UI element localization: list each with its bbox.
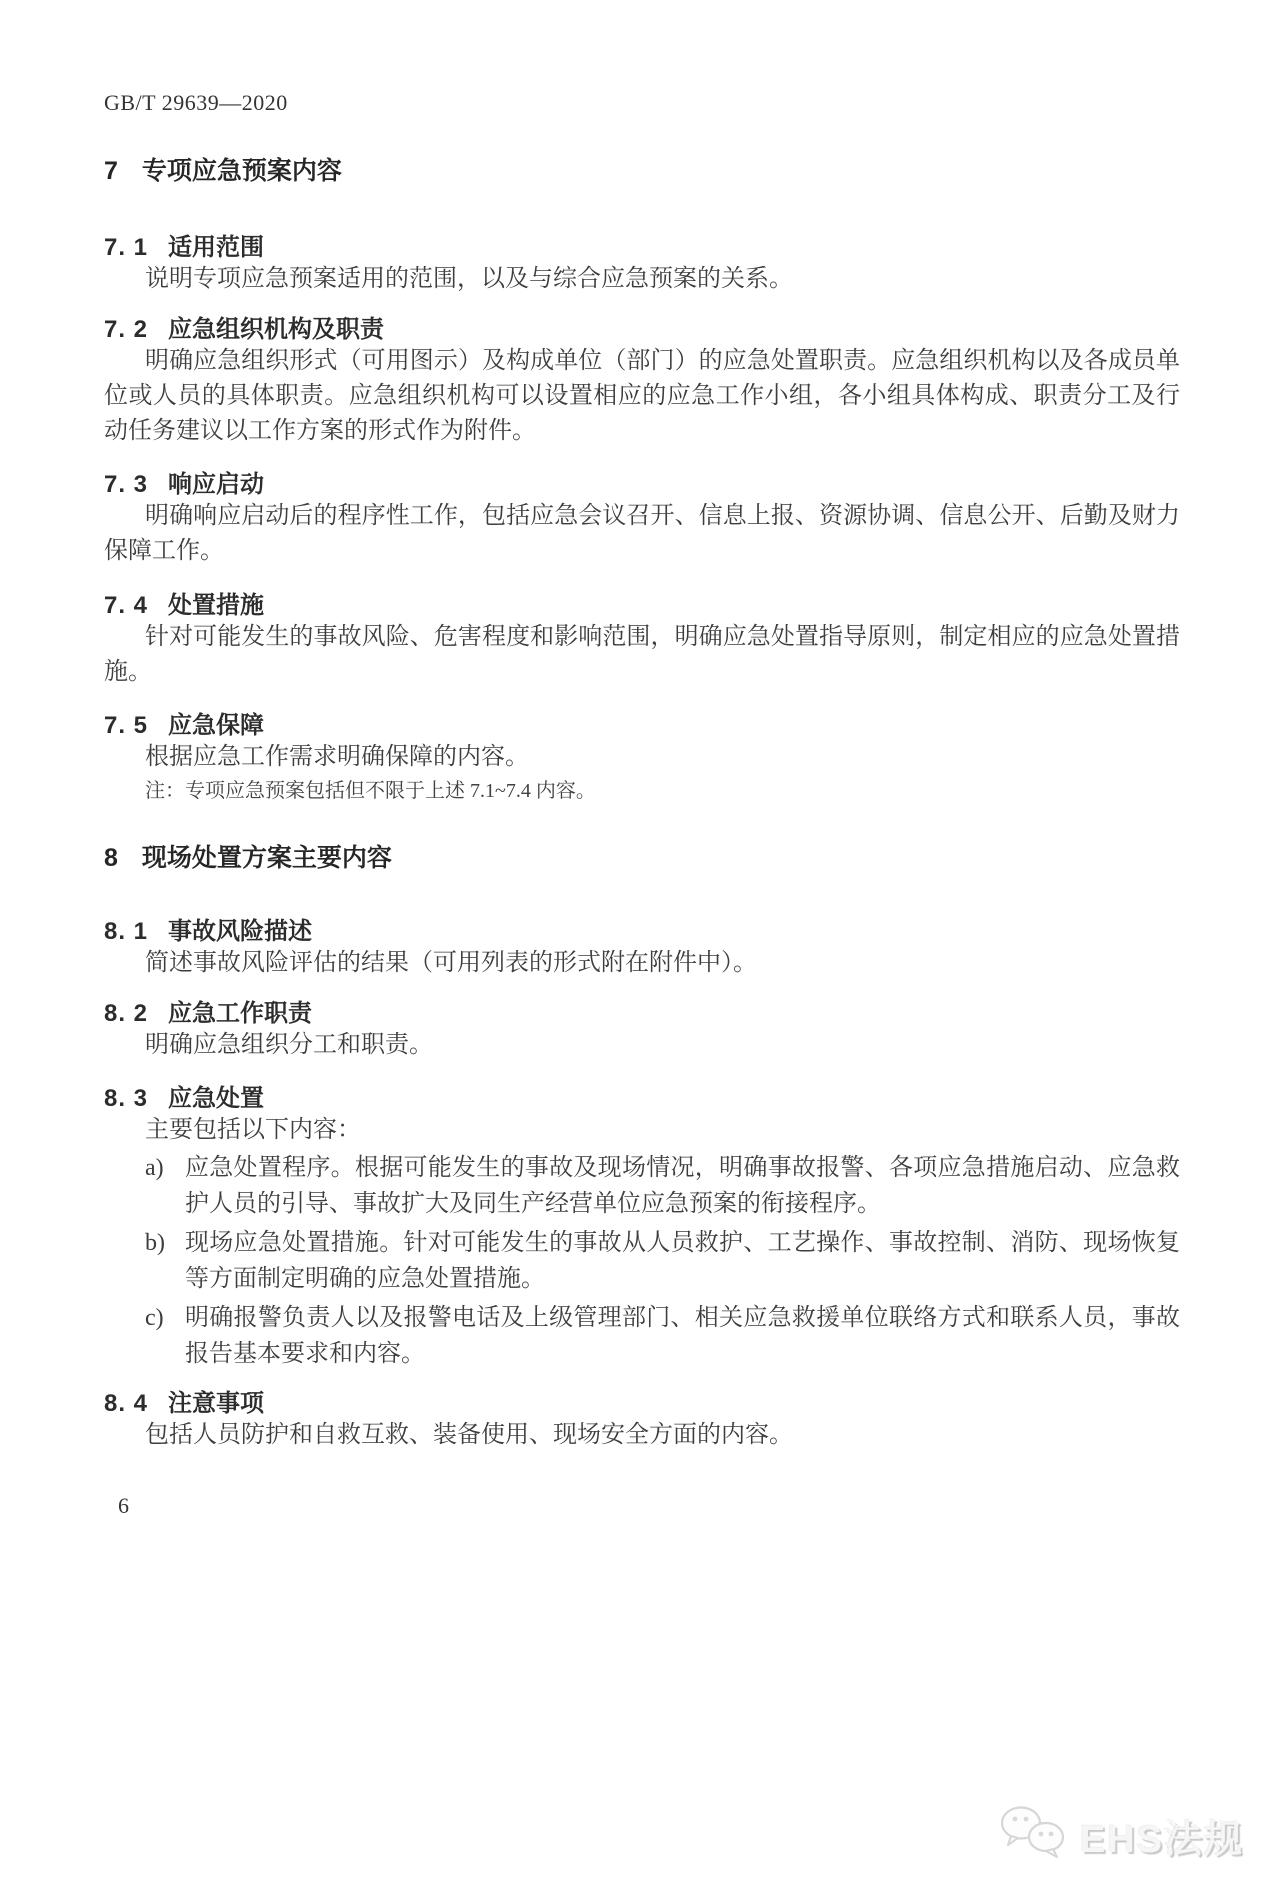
section-7-2-heading bbox=[104, 316, 1180, 344]
section-8-2-heading bbox=[104, 1000, 1180, 1028]
list-item-a bbox=[104, 1150, 1180, 1222]
section-7-2-paragraph: 明确应急组织形式（可用图示）及构成单位（部门）的应急处置职责。应急组织机构以及各成员单位或人员的具体职责。应急组织机构可以设置相应的应急工作小组，各小组具体构成、职责分工及行动任务建议以工作方案的形式作为附件。 bbox=[104, 348, 1180, 444]
section-7-3-title: 响应启动 bbox=[168, 471, 265, 498]
list-marker-b: b) bbox=[145, 1230, 165, 1256]
chapter-7-title: 专项应急预案内容 bbox=[141, 157, 342, 185]
section-8-2-number: 8. 2 bbox=[104, 1000, 149, 1027]
chapter-8-heading bbox=[104, 843, 1180, 873]
section-7-1-heading bbox=[104, 234, 1180, 262]
list-item-b bbox=[104, 1225, 1180, 1297]
section-7-1-paragraph: 说明专项应急预案适用的范围，以及与综合应急预案的关系。 bbox=[145, 266, 793, 292]
list-marker-c: c) bbox=[145, 1305, 164, 1331]
section-8-1-title: 事故风险描述 bbox=[168, 918, 313, 945]
section-7-2-title: 应急组织机构及职责 bbox=[168, 316, 385, 343]
section-8-4-title: 注意事项 bbox=[168, 1390, 265, 1417]
section-7-4-number: 7. 4 bbox=[104, 592, 149, 619]
watermark bbox=[998, 1804, 1244, 1867]
watermark-brand: EHS法规 bbox=[1079, 1819, 1244, 1861]
section-7-1-title: 适用范围 bbox=[168, 234, 265, 261]
chapter-8-title: 现场处置方案主要内容 bbox=[141, 844, 392, 872]
list-item-c bbox=[104, 1300, 1180, 1372]
section-8-4-paragraph: 包括人员防护和自救互救、装备使用、现场安全方面的内容。 bbox=[145, 1422, 793, 1448]
section-8-2-title: 应急工作职责 bbox=[168, 1000, 313, 1027]
section-8-3-list bbox=[104, 1150, 1180, 1372]
section-7-5-note: 注：专项应急预案包括但不限于上述 7.1~7.4 内容。 bbox=[145, 780, 596, 802]
section-7-5-paragraph: 根据应急工作需求明确保障的内容。 bbox=[145, 744, 529, 770]
page-number: 6 bbox=[118, 1493, 129, 1518]
standard-code-header: GB/T 29639—2020 bbox=[104, 90, 288, 115]
section-8-3-heading bbox=[104, 1085, 1180, 1113]
section-7-5-heading bbox=[104, 712, 1180, 740]
section-7-5-number: 7. 5 bbox=[104, 712, 149, 739]
section-8-1-heading bbox=[104, 918, 1180, 946]
list-marker-a: a) bbox=[145, 1155, 164, 1181]
section-7-3-number: 7. 3 bbox=[104, 471, 149, 498]
list-text-b: 现场应急处置措施。针对可能发生的事故从人员救护、工艺操作、事故控制、消防、现场恢复等方面制定明确的应急处置措施。 bbox=[185, 1230, 1180, 1292]
section-8-4-heading bbox=[104, 1390, 1180, 1418]
section-8-3-number: 8. 3 bbox=[104, 1085, 149, 1112]
section-7-4-title: 处置措施 bbox=[168, 592, 265, 619]
section-7-4-paragraph: 针对可能发生的事故风险、危害程度和影响范围，明确应急处置指导原则，制定相应的应急处置措施。 bbox=[104, 624, 1180, 685]
section-8-1-paragraph: 简述事故风险评估的结果（可用列表的形式附在附件中）。 bbox=[145, 950, 757, 976]
section-7-2-number: 7. 2 bbox=[104, 316, 149, 343]
document-page bbox=[0, 90, 1280, 1899]
section-8-4-number: 8. 4 bbox=[104, 1390, 149, 1417]
chapter-7-number: 7 bbox=[104, 157, 118, 185]
section-8-3-title: 应急处置 bbox=[168, 1085, 265, 1112]
section-8-2-paragraph: 明确应急组织分工和职责。 bbox=[145, 1032, 433, 1058]
list-text-c: 明确报警负责人以及报警电话及上级管理部门、相关应急救援单位联络方式和联系人员，事故报告基本要求和内容。 bbox=[185, 1305, 1180, 1367]
wechat-icon bbox=[998, 1804, 1072, 1867]
section-7-1-number: 7. 1 bbox=[104, 234, 149, 261]
list-text-a: 应急处置程序。根据可能发生的事故及现场情况，明确事故报警、各项应急措施启动、应急救护人员的引导、事故扩大及同生产经营单位应急预案的衔接程序。 bbox=[185, 1155, 1180, 1217]
section-7-3-heading bbox=[104, 471, 1180, 499]
section-8-1-number: 8. 1 bbox=[104, 918, 149, 945]
section-8-3-intro: 主要包括以下内容： bbox=[145, 1117, 361, 1143]
chapter-8-number: 8 bbox=[104, 844, 118, 872]
section-7-3-paragraph: 明确响应启动后的程序性工作，包括应急会议召开、信息上报、资源协调、信息公开、后勤及财力保障工作。 bbox=[104, 503, 1180, 564]
section-7-5-title: 应急保障 bbox=[168, 712, 265, 739]
chapter-7-heading bbox=[104, 156, 1180, 186]
section-7-4-heading bbox=[104, 592, 1180, 620]
